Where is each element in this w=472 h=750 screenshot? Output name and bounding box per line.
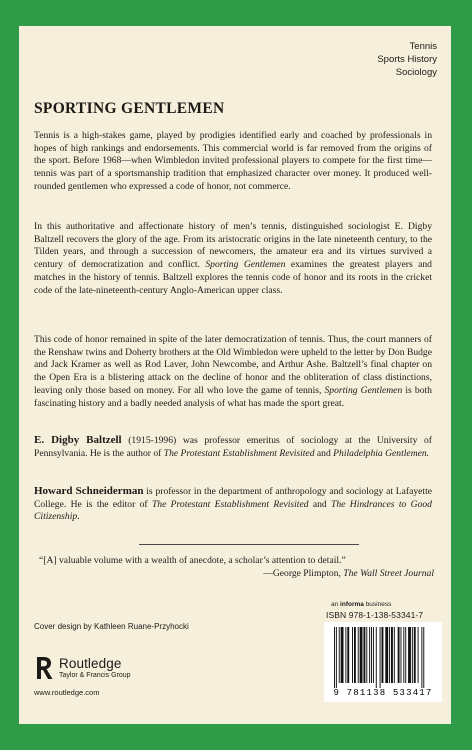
paragraph-3-title-italic: Sporting Gentlemen [324, 384, 403, 396]
description-paragraph-2 [34, 221, 432, 297]
barcode-bar [391, 627, 393, 683]
paragraph-2-text-a: In this authoritative and affectionate history of men’s tennis, distinguished sociologist E. Digby Baltzell recovers the glory of the age. From its aristocratic origins in the late nineteenth century, to the Tilden years, and through a succession of newcomers, the amateur era and its virtues survived a century of democratization and conflict. [34, 221, 432, 271]
barcode-bar [358, 627, 359, 683]
author-bio-baltzell [34, 434, 432, 460]
barcode-bar [371, 627, 372, 683]
description-paragraph-3 [34, 334, 432, 410]
bio-schneiderman-and: and [308, 498, 332, 510]
barcode-bar [423, 627, 424, 688]
barcode-bar [421, 627, 422, 688]
barcode-bar [336, 627, 337, 688]
cover-design-credit: Cover design by Kathleen Ruane-Przyhocki [34, 622, 189, 631]
publisher-group: Taylor & Francis Group [59, 672, 131, 679]
barcode-bar [376, 627, 377, 688]
routledge-logo-icon [34, 655, 54, 681]
barcode-bar [418, 627, 419, 683]
paragraph-3-text-b: is both fascinating history and a badly needed analysis of what has made the sport great. [34, 384, 432, 409]
barcode-bar [373, 627, 374, 683]
barcode-bar [405, 627, 406, 683]
barcode-digits: 9 781138 533417 [333, 688, 433, 698]
subject-sociology: Sociology [395, 67, 437, 78]
barcode-bar [347, 627, 349, 683]
book-title: SPORTING GENTLEMEN [34, 100, 225, 117]
bio-schneiderman-end: . [77, 511, 80, 523]
description-paragraph-1: Tennis is a high-stakes game, played by prodigies identified early and coached by professionals in hopes of high rankings and endorsements. This commercial world is far removed from the origins of the sport. Before 1968—when Wimbledon invited professional players to compete for the first time—tennis was part of a sportsmanship tradition that emphasized character over money. It produced well-rounded gentlemen who expressed a code of honor, not commerce. [34, 130, 432, 192]
attribution-name: —George Plimpton, [263, 568, 344, 579]
informa-business-line [331, 601, 391, 608]
bio-baltzell-text: (1915-1996) was professor emeritus of sociology at the University of Pennsylvania. He is the author of [34, 435, 432, 459]
informa-brand: informa [340, 601, 364, 608]
bio-baltzell-book-2: Philadelphia Gentlemen. [333, 447, 430, 459]
barcode-bar [401, 627, 402, 683]
barcode-bar [341, 627, 344, 683]
barcode-bar [345, 627, 346, 683]
informa-prefix: an [331, 601, 341, 608]
barcode-bar [354, 627, 356, 683]
barcode-bar [382, 627, 384, 683]
publisher-block [34, 655, 174, 685]
barcode-bar [360, 627, 363, 683]
bio-baltzell-and: and [314, 447, 334, 459]
barcode-bar [352, 627, 353, 683]
barcode-bar [398, 627, 400, 683]
author-bio-schneiderman [34, 485, 432, 524]
isbn-label: ISBN 978-1-138-53341-7 [326, 610, 424, 620]
paragraph-2-title-italic: Sporting Gentlemen [205, 259, 286, 271]
barcode-bar [363, 627, 365, 683]
author-name-baltzell: E. Digby Baltzell [34, 434, 122, 446]
back-cover-panel [19, 26, 451, 724]
bio-baltzell-book-1: The Protestant Establishment Revisited [163, 447, 315, 459]
barcode-bar [414, 627, 416, 683]
review-quote: “[A] valuable volume with a wealth of anecdote, a scholar’s attention to detail.” [39, 555, 346, 566]
author-name-schneiderman: Howard Schneiderman [34, 485, 144, 497]
paragraph-2-text-b: examines the greatest players and matches in the history of tennis. Baltzell explores the tennis code of honor and its roots in the cricket code of the late-nineteenth-century Anglo-American upper class. [34, 259, 432, 296]
bio-schneiderman-book-1: The Protestant Establishment Revisited [151, 498, 309, 510]
barcode-bar [334, 627, 335, 688]
barcode-bar [412, 627, 413, 683]
divider-rule [139, 544, 359, 545]
barcode-icon [332, 627, 436, 688]
quote-attribution [263, 568, 434, 581]
bio-schneiderman-text: is professor in the department of anthropology and sociology at Lafayette College. He is the editor of [34, 486, 432, 510]
barcode-bar [366, 627, 367, 683]
barcode-bar [369, 627, 370, 683]
subject-tennis: Tennis [409, 41, 437, 52]
subject-sports-history: Sports History [377, 54, 437, 65]
barcode-bar [394, 627, 395, 683]
barcode-area [324, 622, 442, 702]
barcode-bar [380, 627, 381, 688]
barcode-bar [408, 627, 411, 683]
publisher-name: Routledge [59, 656, 122, 671]
barcode-bar [339, 627, 340, 683]
subject-categories [377, 40, 437, 79]
barcode-bar [385, 627, 388, 683]
paragraph-3-text-a: This code of honor remained in spite of the later democratization of tennis. Thus, the court manners of the Renshaw twins and Doherty brothers at the Old Wimbledon were upheld to the letter by Don Budge and Jack Kramer as well as Rod Laver, John Newcombe, and Arthur Ashe. Baltzell’s final chapter on the Open Era is a blistering attack on the decline of honor and the obliteration of class distinctions, leaving only those based on money. For all who love the game of tennis, [34, 334, 432, 396]
publisher-url: www.routledge.com [34, 688, 100, 697]
informa-suffix: business [363, 601, 392, 608]
barcode-bar [389, 627, 390, 683]
barcode-bar [403, 627, 404, 683]
attribution-source: The Wall Street Journal [343, 568, 434, 579]
bio-schneiderman-book-2: The Hindrances to Good Citizenship [34, 498, 432, 523]
